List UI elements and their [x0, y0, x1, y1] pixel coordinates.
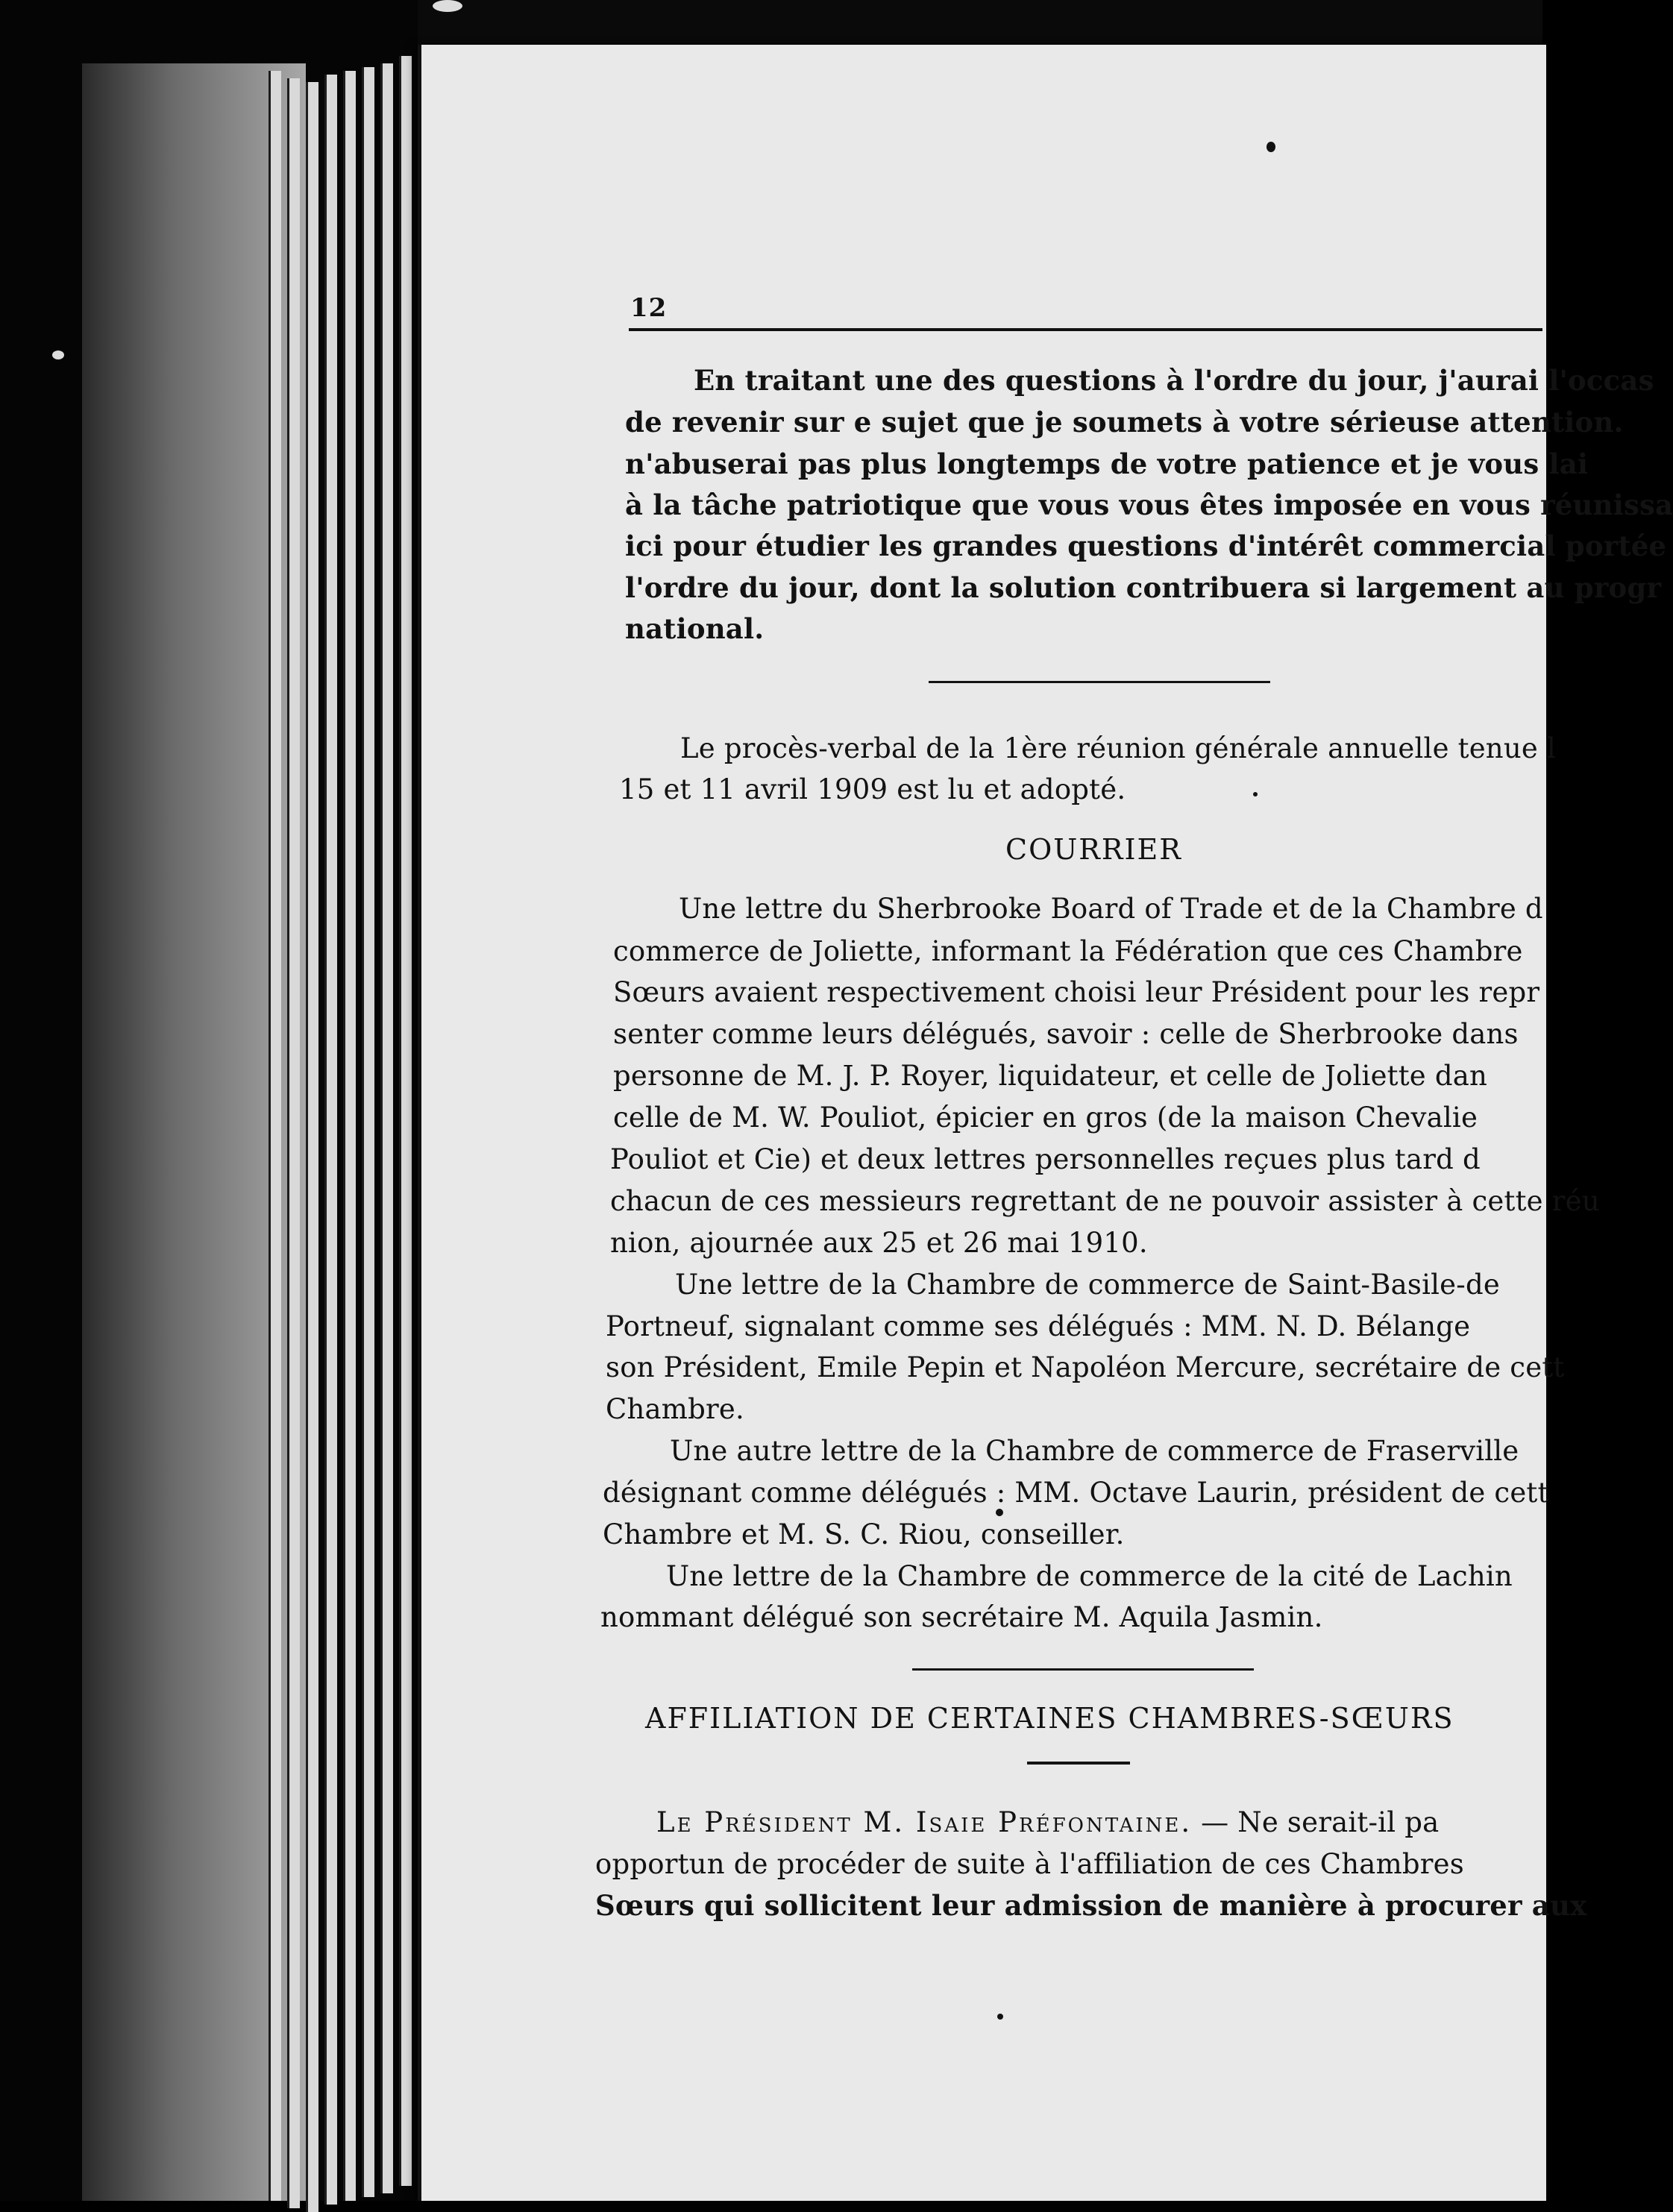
scan-speck: [997, 2014, 1003, 2020]
text-line: 15 et 11 avril 1909 est lu et adopté.: [619, 773, 1126, 805]
scan-speck: [996, 1509, 1003, 1516]
page-edge: [306, 82, 318, 2212]
text-line: opportun de procéder de suite à l'affiliation de ces Chambres: [595, 1848, 1464, 1880]
speech-text: — Ne serait-il pa: [1192, 1806, 1440, 1838]
text-line: n'abuserai pas plus longtemps de votre patience et je vous lai: [625, 447, 1589, 480]
text-line: l'ordre du jour, dont la solution contribuera si largement au progr: [625, 571, 1662, 604]
text-line: Portneuf, signalant comme ses délégués : MM. N. D. Bélange: [606, 1310, 1471, 1342]
text-line: nommant délégué son secrétaire M. Aquila Jasmin.: [600, 1601, 1323, 1633]
text-line: ici pour étudier les grandes questions d'intérêt commercial portée: [625, 530, 1667, 562]
text-line: Le procès-verbal de la 1ère réunion générale annuelle tenue l: [680, 732, 1556, 764]
page-edge: [324, 75, 337, 2205]
text-line: Chambre.: [606, 1393, 744, 1425]
text-line: commerce de Joliette, informant la Fédération que ces Chambre: [613, 935, 1523, 967]
page-edge: [343, 71, 356, 2201]
page-edge: [399, 56, 412, 2186]
text-line: Pouliot et Cie) et deux lettres personnelles reçues plus tard d: [610, 1143, 1481, 1175]
text-line: senter comme leurs délégués, savoir : celle de Sherbrooke dans: [613, 1018, 1519, 1050]
page-edge: [269, 71, 281, 2201]
scan-speck: [1253, 792, 1258, 796]
text-line: Une autre lettre de la Chambre de commerce de Fraserville: [670, 1435, 1519, 1467]
text-line: Sœurs qui sollicitent leur admission de manière à procurer aux: [595, 1889, 1587, 1922]
page-edge: [287, 78, 300, 2208]
section-heading: COURRIER: [1005, 833, 1182, 866]
text-line: désignant comme délégués : MM. Octave Laurin, président de cett: [603, 1477, 1549, 1509]
text-line: En traitant une des questions à l'ordre du jour, j'aurai l'occas: [694, 364, 1654, 397]
text-line: nion, ajournée aux 25 et 26 mai 1910.: [610, 1227, 1148, 1259]
text-line: son Président, Emile Pepin et Napoléon Mercure, secrétaire de cett: [606, 1351, 1565, 1383]
text-line: personne de M. J. P. Royer, liquidateur, et celle de Joliette dan: [613, 1060, 1488, 1092]
page-number: 12: [630, 293, 668, 323]
page-edge: [380, 63, 393, 2193]
text-line: de revenir sur e sujet que je soumets à votre sérieuse attention.: [625, 406, 1624, 439]
text-line: chacun de ces messieurs regrettant de ne pouvoir assister à cette réu: [610, 1185, 1600, 1217]
text-line: à la tâche patriotique que vous vous êtes imposée en vous réunissa: [625, 488, 1673, 521]
text-line: celle de M. W. Pouliot, épicier en gros (de la maison Chevalie: [613, 1102, 1478, 1134]
text-line: Chambre et M. S. C. Riou, conseiller.: [603, 1518, 1125, 1550]
section-heading: AFFILIATION DE CERTAINES CHAMBRES-SŒURS: [645, 1702, 1454, 1735]
text-line: Une lettre de la Chambre de commerce de Saint-Basile-de: [675, 1269, 1500, 1301]
section-separator: [929, 681, 1270, 683]
scan-speck: [1266, 142, 1275, 152]
speaker-name: Le Président M. Isaie Préfontaine.: [656, 1806, 1193, 1838]
section-separator: [912, 1668, 1254, 1671]
text-line: Une lettre du Sherbrooke Board of Trade et de la Chambre d: [679, 893, 1543, 925]
header-rule: [629, 328, 1542, 331]
text-line: Une lettre de la Chambre de commerce de la cité de Lachin: [666, 1560, 1513, 1592]
page-top-border: [418, 0, 1542, 45]
text-line: Sœurs avaient respectivement choisi leur Président pour les repr: [613, 976, 1540, 1008]
heading-underline: [1027, 1762, 1130, 1765]
text-line: [656, 1806, 1440, 1838]
page-edge: [362, 67, 374, 2197]
scan-speck: [52, 351, 64, 359]
scan-speck: [433, 0, 462, 12]
text-line: national.: [625, 612, 765, 645]
